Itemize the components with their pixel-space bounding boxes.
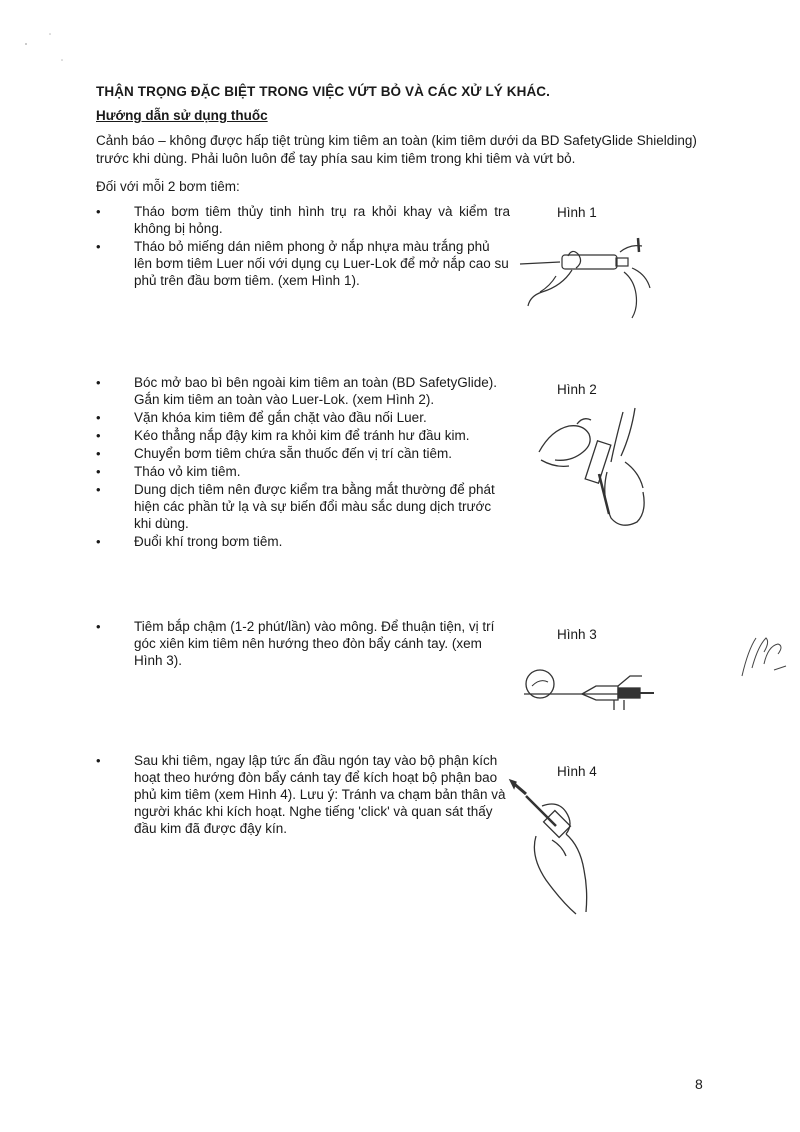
scan-speck-icon bbox=[20, 30, 70, 70]
list-item-text: Tháo bỏ miếng dán niêm phong ở nắp nhựa màu trắng phủ lên bơm tiêm Luer nối với dụng cụ Luer-Lok để mở nắp cao su phủ trên đầu bơm tiêm. (xem Hình 1). bbox=[134, 239, 509, 288]
list-item-text: Kéo thẳng nắp đậy kim ra khỏi kim để tránh hư đầu kim. bbox=[134, 428, 470, 443]
list-item-text: Vặn khóa kim tiêm để gắn chặt vào đầu nối Luer. bbox=[134, 410, 427, 425]
needle-attachment-illustration-icon bbox=[533, 402, 653, 532]
needle-shield-activation-illustration-icon bbox=[506, 776, 616, 916]
instruction-block-1 bbox=[90, 203, 510, 290]
bullet-icon: • bbox=[96, 239, 101, 254]
instruction-block-3 bbox=[90, 618, 510, 670]
needle-bevel-illustration-icon bbox=[518, 662, 658, 714]
list-item bbox=[90, 409, 510, 426]
syringe-cap-removal-illustration-icon bbox=[512, 232, 662, 332]
list-item bbox=[90, 618, 510, 669]
lead-paragraph: Đối với mỗi 2 bơm tiêm: bbox=[96, 179, 240, 194]
figure-label-4: Hình 4 bbox=[557, 764, 597, 779]
bullet-icon: • bbox=[96, 482, 101, 497]
bullet-icon: • bbox=[96, 204, 101, 219]
bullet-icon: • bbox=[96, 753, 101, 768]
list-item-text: Tháo bơm tiêm thủy tinh hình trụ ra khỏi khay và kiểm tra không bị hỏng. bbox=[134, 204, 510, 236]
subheading: Hướng dẫn sử dụng thuốc bbox=[96, 108, 268, 123]
list-item bbox=[90, 427, 510, 444]
list-item bbox=[90, 463, 510, 480]
list-item-text: Bóc mở bao bì bên ngoài kim tiêm an toàn (BD SafetyGlide). Gắn kim tiêm an toàn vào Luer-Lok. (xem Hình 2). bbox=[134, 375, 498, 407]
figure-label-3: Hình 3 bbox=[557, 627, 597, 642]
list-item-text: Đuổi khí trong bơm tiêm. bbox=[134, 534, 283, 549]
list-item bbox=[90, 752, 510, 837]
list-item-text: Sau khi tiêm, ngay lập tức ấn đầu ngón tay vào bộ phận kích hoạt theo hướng đòn bẩy cánh tay để kích hoạt bộ phận bao phủ kim tiêm (xem Hình 4). Lưu ý: Tránh va chạm bản thân và người khác khi kích hoạt. Nghe tiếng 'click' và quan sát thấy đầu kim đã được đậy kín. bbox=[134, 753, 506, 836]
list-item bbox=[90, 533, 510, 550]
bullet-icon: • bbox=[96, 619, 101, 634]
list-item-text: Dung dịch tiêm nên được kiểm tra bằng mắt thường để phát hiện các phần tử lạ và sự biến đổi màu sắc dung dịch trước khi dùng. bbox=[134, 482, 495, 531]
figure-label-1: Hình 1 bbox=[557, 205, 597, 220]
bullet-icon: • bbox=[96, 375, 101, 390]
list-item bbox=[90, 445, 510, 462]
bullet-icon: • bbox=[96, 446, 101, 461]
list-item bbox=[90, 374, 510, 408]
bullet-icon: • bbox=[96, 534, 101, 549]
list-item bbox=[90, 481, 510, 532]
margin-signature-icon bbox=[736, 628, 792, 684]
list-item-text: Tiêm bắp chậm (1-2 phút/lần) vào mông. Để thuận tiện, vị trí góc xiên kim tiêm nên hướng theo đòn bẩy cánh tay. (xem Hình 3). bbox=[134, 619, 495, 668]
list-item bbox=[90, 203, 510, 237]
bullet-icon: • bbox=[96, 428, 101, 443]
section-heading: THẬN TRỌNG ĐẶC BIỆT TRONG VIỆC VỨT BỎ VÀ CÁC XỬ LÝ KHÁC. bbox=[96, 84, 551, 99]
page-number: 8 bbox=[695, 1076, 703, 1092]
list-item bbox=[90, 238, 510, 289]
bullet-icon: • bbox=[96, 464, 101, 479]
warning-paragraph: Cảnh báo – không được hấp tiệt trùng kim tiêm an toàn (kim tiêm dưới da BD SafetyGlide Shielding) trước khi dùng. Phải luôn luôn để tay phía sau kim tiêm trong khi tiêm và vứt bỏ. bbox=[96, 133, 697, 166]
list-item-text: Tháo vỏ kim tiêm. bbox=[134, 464, 241, 479]
list-item-text: Chuyển bơm tiêm chứa sẵn thuốc đến vị trí cần tiêm. bbox=[134, 446, 453, 461]
figure-label-2: Hình 2 bbox=[557, 382, 597, 397]
instruction-block-2 bbox=[90, 374, 510, 551]
instruction-block-4 bbox=[90, 752, 510, 838]
bullet-icon: • bbox=[96, 410, 101, 425]
